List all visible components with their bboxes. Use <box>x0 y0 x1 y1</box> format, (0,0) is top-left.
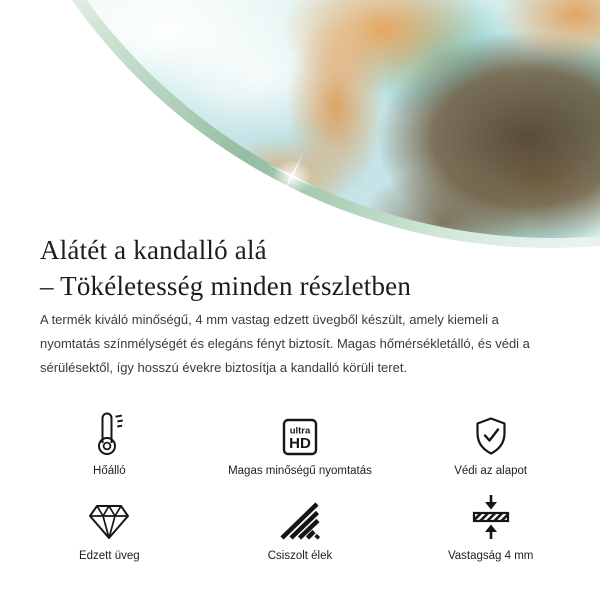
polished-edges-icon <box>278 491 322 541</box>
hd-label: HD <box>289 435 311 452</box>
glare-glow <box>252 196 278 216</box>
title-line-2: – Tökéletesség minden részletben <box>40 271 412 301</box>
ultra-hd-icon <box>282 406 318 456</box>
ultra-label: ultra <box>289 425 311 437</box>
feature-thickness <box>395 491 586 564</box>
feature-grid <box>0 406 600 564</box>
feature-heat-resistant <box>14 406 205 479</box>
thickness-icon <box>471 491 511 541</box>
product-description: A termék kiváló minőségű, 4 mm vastag edzett üvegből készült, amely kiemeli a nyomtatás színmélységét és elegáns fényt biztosít. Magas hőmérsékletálló, és védi a sérülésektől, így hosszú évekre biztosítja a kandalló körüli teret. <box>40 312 530 375</box>
feature-label: Edzett üveg <box>78 550 140 562</box>
feature-label: Magas minőségű nyomtatás <box>228 465 372 477</box>
feature-label: Vastagság 4 mm <box>447 550 534 562</box>
feature-label: Védi az alapot <box>454 465 528 477</box>
page-title <box>40 232 560 304</box>
feature-tempered-glass <box>14 491 205 564</box>
feature-label: Hőálló <box>93 465 126 477</box>
diamond-icon <box>87 491 131 541</box>
feature-polished-edges <box>205 491 396 564</box>
feature-high-quality-print <box>205 406 396 479</box>
thermometer-icon <box>94 406 124 456</box>
shield-check-icon <box>473 406 509 456</box>
glass-disc-artwork <box>0 0 600 252</box>
title-line-1: Alátét a kandalló alá <box>40 235 267 265</box>
product-image <box>0 0 600 252</box>
feature-protects-base <box>395 406 586 479</box>
feature-label: Csiszolt élek <box>267 550 333 562</box>
